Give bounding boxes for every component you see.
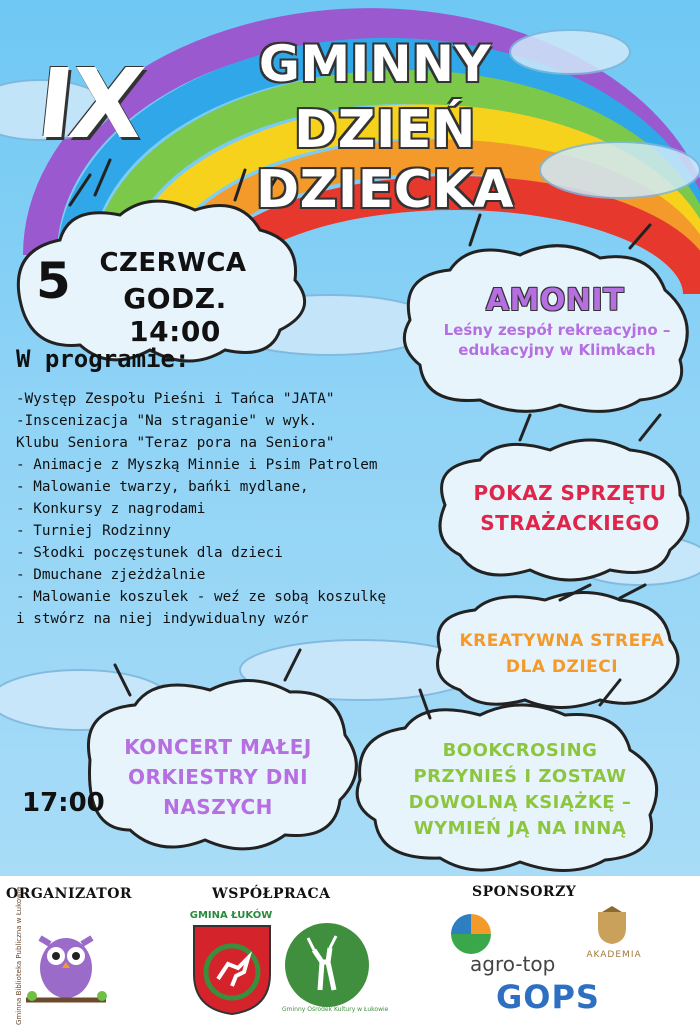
title-line-1: GMINNY <box>258 35 492 93</box>
program-heading: W programie: <box>16 345 190 373</box>
cooperation-label: WSPÓŁPRACA <box>212 886 331 902</box>
list-item: Klubu Seniora "Teraz pora na Seniora" <box>16 435 335 451</box>
date-month: CZERWCA <box>99 248 247 278</box>
amonit-subtitle: Leśny zespół rekreacyjno – edukacyjny w Klimkach <box>443 321 671 359</box>
list-item: -Występ Zespołu Pieśni i Tańca "JATA" <box>16 391 335 407</box>
list-item: - Dmuchane zjeżdżalnie <box>16 567 206 583</box>
list-item: - Malowanie koszulek - weź ze sobą koszulkę <box>16 589 387 605</box>
list-item: - Turniej Rodzinny <box>16 523 171 539</box>
concert: KONCERT MAŁEJ ORKIESTRY DNI NASZYCH <box>124 735 312 819</box>
list-item: -Inscenizacja "Na straganie" w wyk. <box>16 413 318 429</box>
organizer-label: ORGANIZATOR <box>6 886 133 902</box>
agrotop-text: agro-top <box>470 952 556 976</box>
date-day: 5 <box>36 252 71 310</box>
gmina-crest-icon <box>192 924 272 1016</box>
list-item: - Malowanie twarzy, bańki mydlane, <box>16 479 309 495</box>
program-list <box>16 388 386 630</box>
akademia-crest-icon <box>594 906 630 946</box>
list-item: - Konkursy z nagrodami <box>16 501 206 517</box>
creative-zone: KREATYWNA STREFA DLA DZIECI <box>459 631 665 677</box>
culture-logo-text: Gminny Ośrodek Kultury w Łukowie <box>282 1006 389 1013</box>
fire-equipment-show: POKAZ SPRZĘTU STRAŻACKIEGO <box>473 481 667 535</box>
bookcrossing: BOOKCROSING PRZYNIEŚ I ZOSTAW DOWOLNĄ KSIĄŻKĘ – WYMIEŃ JĄ NA INNĄ <box>408 740 632 839</box>
edition-number: IX <box>32 48 146 160</box>
concert-time: 17:00 <box>22 788 105 818</box>
culture-center-deer-logo <box>282 920 372 1010</box>
amonit-title: AMONIT <box>485 283 625 318</box>
sponsors-label: SPONSORZY <box>472 884 577 900</box>
gmina-logo-text: GMINA ŁUKÓW <box>189 910 273 921</box>
title-line-2: DZIEŃ DZIECKA <box>256 100 514 220</box>
agrotop-logo-icon <box>446 910 496 954</box>
event-time: GODZ. 14:00 <box>123 282 227 348</box>
gops-logo: GOPS <box>496 978 600 1016</box>
list-item: - Animacje z Myszką Minnie i Psim Patrolem <box>16 457 378 473</box>
list-item: - Słodki poczęstunek dla dzieci <box>16 545 283 561</box>
library-logo-text: Gminna Biblioteka Publiczna w Łukowie <box>15 886 23 1025</box>
footer <box>0 876 700 1024</box>
akademia-text: AKADEMIA <box>586 950 642 960</box>
list-item: i stwórz na niej indywidualny wzór <box>16 611 309 627</box>
